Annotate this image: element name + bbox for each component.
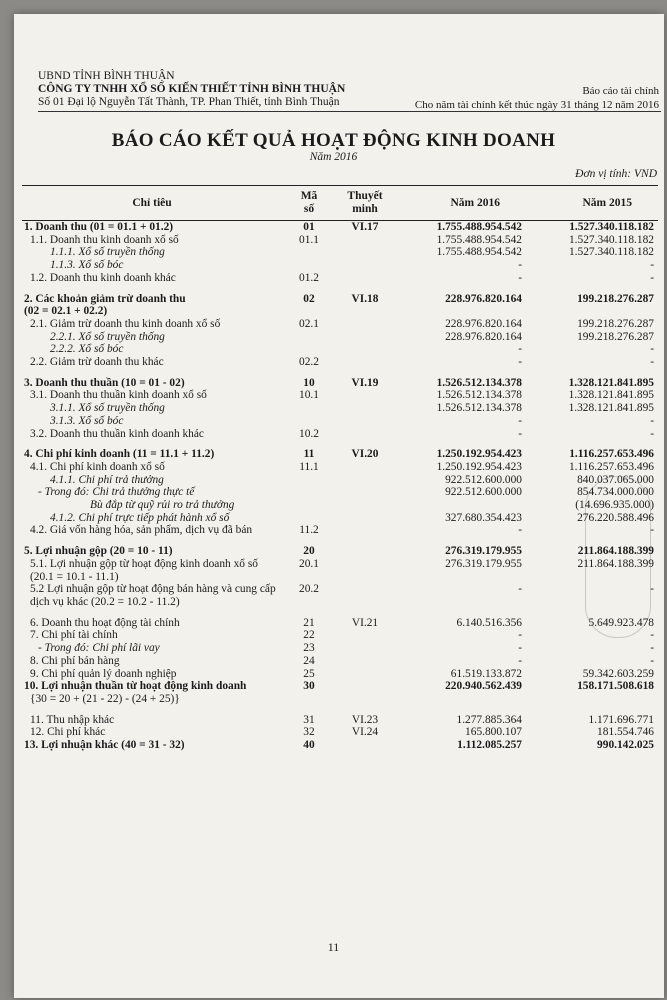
report-year: Năm 2016 [309,151,358,163]
row-note [336,259,394,272]
row-code [282,402,336,415]
row-note [336,680,394,693]
row-label: (02 = 02.1 + 02.2) [24,305,108,318]
row-note [336,537,394,545]
row-code: 20 [303,545,315,558]
row-value-2015: 181.554.746 [597,726,654,739]
row-label: 3.1.1. Xổ số truyền thống [50,402,165,415]
row-value-2016: 228.976.820.164 [445,317,522,330]
row-code: 02.2 [299,356,319,369]
table-row [22,389,658,402]
row-note [336,486,394,499]
row-value-2015: - [650,583,654,596]
row-value-2016: 1.526.512.134.378 [436,402,522,415]
row-value-2015: - [650,356,654,369]
row-label: 3.1.3. Xổ số bóc [50,414,124,427]
row-label: 3.2. Doanh thu thuần kinh doanh khác [30,427,204,440]
row-value-2016: 276.319.179.955 [445,545,522,558]
row-code: 21 [303,616,315,629]
row-label: 2.2.2. Xổ số bóc [50,343,124,356]
table-row [22,726,658,739]
row-note [336,285,394,293]
table-row [22,356,658,369]
header-2015: Năm 2015 [526,186,658,221]
row-code: 01.1 [299,233,319,246]
row-note [336,389,394,402]
report-info [415,84,659,112]
row-value-2015 [526,693,658,706]
row-value-2016: - [518,271,522,284]
row-value-2015: 1.328.121.841.895 [568,389,654,402]
row-value-2015: 1.171.696.771 [588,713,654,726]
row-value-2016 [394,499,526,512]
row-value-2016: 1.250.192.954.423 [436,448,522,461]
row-value-2016: - [518,414,522,427]
table-row [22,402,658,415]
row-label: 3. Doanh thu thuần (10 = 01 - 02) [24,376,185,389]
row-value-2015: - [650,271,654,284]
row-label [22,285,282,293]
row-code: 20.2 [299,583,319,596]
table-spacer-row [22,609,658,617]
row-code [282,499,336,512]
row-value-2016: 327.680.354.423 [445,511,522,524]
row-note: VI.20 [351,448,379,461]
row-label [22,706,282,714]
row-value-2016: - [518,629,522,642]
table-row [22,524,658,537]
row-code [282,285,336,293]
row-code: 10.1 [299,389,319,402]
row-code [282,486,336,499]
row-code [282,369,336,377]
row-value-2015 [526,305,658,318]
table-row [22,474,658,487]
table-row [22,545,658,558]
table-row [22,680,658,693]
row-value-2015: 5.649.923.478 [588,616,654,629]
table-row [22,486,658,499]
row-value-2016: 220.940.562.439 [445,680,522,693]
row-label: 1.1. Doanh thu kinh doanh xổ số [30,233,179,246]
row-note: VI.24 [351,726,379,739]
row-note [336,402,394,415]
row-label: 4.1.2. Chi phí trực tiếp phát hành xổ số [50,511,230,524]
row-label: 4. Chi phí kinh doanh (11 = 11.1 + 11.2) [24,448,215,461]
row-note [336,693,394,706]
row-code: 11.1 [299,460,319,473]
row-code [282,440,336,448]
table-row [22,583,658,608]
row-value-2015: 199.218.276.287 [577,317,654,330]
row-code [282,343,336,356]
header-code-line1: Mã [300,190,318,202]
row-code [282,706,336,714]
row-note [336,318,394,331]
row-value-2015: 199.218.276.287 [577,292,654,305]
header-note [336,186,394,221]
table-row [22,617,658,630]
row-value-2016: 228.976.820.164 [445,292,522,305]
table-row [22,512,658,525]
row-value-2016: 61.519.133.872 [450,667,522,680]
row-note [336,246,394,259]
stamp-mark [585,476,651,638]
row-label: 4.2. Giá vốn hàng hóa, sản phẩm, dịch vụ đã bán [30,524,253,537]
row-code: 11.2 [299,524,319,537]
row-code [282,246,336,259]
row-value-2016: 165.800.107 [465,726,522,739]
row-value-2015: 854.734.000.000 [577,486,654,499]
row-label [22,537,282,545]
row-label [22,609,282,617]
row-code: 02 [303,292,315,305]
row-value-2015: 1.116.257.653.496 [569,448,654,461]
row-label: 11. Thu nhập khác [30,713,115,726]
table-spacer-row [22,706,658,714]
row-value-2015: 1.527.340.118.182 [569,221,654,233]
row-value-2015: - [650,427,654,440]
row-value-2015: 1.328.121.841.895 [568,376,654,389]
row-value-2016: 276.319.179.955 [445,557,522,570]
row-label: 10. Lợi nhuận thuần từ hoạt động kinh doanh [24,680,247,693]
row-value-2016: 228.976.820.164 [445,330,522,343]
row-value-2016: - [518,654,522,667]
table-row [22,377,658,390]
row-note [336,609,394,617]
row-value-2015: - [650,629,654,642]
row-note [336,499,394,512]
row-note [336,583,394,608]
page-number: 11 [327,940,340,954]
row-value-2015: 158.171.508.618 [577,680,654,693]
table-row [22,714,658,727]
row-code: 11 [303,448,315,461]
row-label: 3.1. Doanh thu thuần kinh doanh xổ số [30,389,207,402]
table-row [22,293,658,306]
row-code: 10 [303,376,315,389]
row-code: 10.2 [299,427,319,440]
row-code: 02.1 [299,317,319,330]
table-row [22,642,658,655]
row-value-2016: - [518,524,522,537]
row-value-2016 [394,440,526,448]
row-note [336,272,394,285]
row-note: VI.17 [351,221,379,233]
report-period: Cho năm tài chính kết thúc ngày 31 tháng 12 năm 2016 [414,99,659,111]
row-value-2016: 1.250.192.954.423 [436,460,522,473]
row-code: 25 [303,667,315,680]
row-note [336,305,394,318]
row-code: 22 [303,629,315,642]
table-row [22,655,658,668]
row-value-2015: 59.342.603.259 [582,667,654,680]
row-code: 23 [303,642,315,655]
row-value-2015: 1.116.257.653.496 [568,460,654,473]
row-note [336,545,394,558]
row-label: 4.1. Chi phí kinh doanh xổ số [30,460,165,473]
row-value-2016: 1.755.488.954.542 [436,233,522,246]
company-name: CÔNG TY TNHH XỔ SỐ KIẾN THIẾT TỈNH BÌNH THUẬN [38,83,346,95]
table-header-row [22,186,658,221]
row-label: 7. Chi phí tài chính [30,629,118,642]
company-address: Số 01 Đại lộ Nguyễn Tất Thành, TP. Phan Thiết, tỉnh Bình Thuận [38,96,340,108]
row-label: 2. Các khoản giảm trừ doanh thu [24,292,186,305]
table-row [22,318,658,331]
row-label: 5.1. Lợi nhuận gộp từ hoạt động kinh doanh xổ số (20.1 = 10.1 - 11.1) [30,557,258,583]
row-value-2016: 6.140.516.356 [456,616,522,629]
header-note-line1: Thuyết [347,190,383,202]
table-spacer-row [22,285,658,293]
income-statement-table [22,185,658,752]
row-value-2015: 1.527.340.118.182 [568,246,654,259]
row-value-2015: - [650,524,654,537]
row-value-2016: 1.526.512.134.378 [436,376,522,389]
row-note [336,524,394,537]
row-value-2016: - [518,356,522,369]
row-value-2016: 1.112.085.257 [457,739,522,752]
row-label: 8. Chi phí bán hàng [30,654,120,667]
row-note: VI.18 [351,292,379,305]
row-value-2015: - [650,343,654,356]
table-row [22,415,658,428]
table-row [22,558,658,583]
table-row [22,331,658,344]
currency-unit: Đơn vị tính: VND [575,168,657,180]
row-note [336,428,394,441]
row-value-2015: 211.864.188.399 [577,545,654,558]
row-label: 1.2. Doanh thu kinh doanh khác [30,271,176,284]
row-value-2016 [394,537,526,545]
table-body [22,221,658,752]
table-row [22,448,658,461]
row-note [336,343,394,356]
row-value-2016 [394,285,526,293]
row-value-2016: - [518,259,522,272]
table-row [22,428,658,441]
row-label: 4.1.1. Chi phí trả thưởng [50,473,164,486]
row-value-2015: 199.218.276.287 [577,330,654,343]
row-label: 13. Lợi nhuận khác (40 = 31 - 32) [24,739,185,752]
row-label [22,440,282,448]
row-note [336,642,394,655]
row-note [336,739,394,752]
row-code [282,415,336,428]
row-value-2016: - [518,427,522,440]
row-label: 2.1. Giảm trừ doanh thu kinh doanh xổ số [30,317,221,330]
row-note [336,331,394,344]
row-value-2016: 1.277.885.364 [456,713,522,726]
row-code [282,305,336,318]
row-note [336,655,394,668]
row-value-2015: 1.527.340.118.182 [568,233,654,246]
row-note: VI.21 [351,616,379,629]
row-note [336,415,394,428]
row-code [282,609,336,617]
row-label: 2.2. Giảm trừ doanh thu khác [30,356,164,369]
table-spacer-row [22,440,658,448]
row-value-2015: - [650,654,654,667]
row-label: 5.2 Lợi nhuận gộp từ hoạt động bán hàng và cung cấp dịch vụ khác (20.2 = 10.2 - 11.2) [30,583,276,608]
header-item: Chỉ tiêu [22,186,282,221]
row-code: 01 [303,221,315,233]
header-2016: Năm 2016 [394,186,526,221]
table-row [22,221,658,234]
row-value-2015: 1.328.121.841.895 [568,402,654,415]
row-value-2015 [526,285,658,293]
row-label: 1.1.1. Xổ số truyền thống [50,246,165,259]
row-note [336,706,394,714]
row-value-2015: 276.220.588.496 [577,511,654,524]
row-note [336,668,394,681]
row-code: 31 [303,713,315,726]
row-value-2016 [394,706,526,714]
header-code [282,186,336,221]
table-row [22,246,658,259]
row-value-2015: 840.037.065.000 [577,473,654,486]
row-note [336,356,394,369]
row-label: - Trong đó: Chi phí lãi vay [38,642,160,655]
row-code [282,259,336,272]
row-code: 32 [303,726,315,739]
row-value-2016 [394,693,526,706]
table-row [22,272,658,285]
row-note [336,369,394,377]
table-row [22,343,658,356]
row-note [336,512,394,525]
org-name: UBND TỈNH BÌNH THUẬN [38,70,175,82]
row-value-2016: 1.755.488.954.542 [436,246,522,259]
row-value-2015: - [650,414,654,427]
row-value-2015: - [650,642,654,655]
table-row [22,234,658,247]
row-value-2015: 990.142.025 [597,739,654,752]
row-value-2015 [526,706,658,714]
row-label: 1. Doanh thu (01 = 01.1 + 01.2) [24,221,174,233]
table-row [22,629,658,642]
row-value-2015: 211.864.188.399 [577,557,654,570]
row-value-2016: - [518,583,522,596]
report-type: Báo cáo tài chính [582,85,659,97]
row-code: 24 [303,654,315,667]
row-value-2016: 1.526.512.134.378 [436,389,522,402]
table-row [22,668,658,681]
row-note [336,234,394,247]
row-label: 2.2.1. Xổ số truyền thống [50,330,165,343]
row-value-2016: 1.755.488.954.542 [436,221,522,233]
row-code: 01.2 [299,271,319,284]
row-code [282,474,336,487]
row-note [336,558,394,583]
row-label: 9. Chi phí quản lý doanh nghiệp [30,667,177,680]
row-label: 5. Lợi nhuận gộp (20 = 10 - 11) [24,545,173,558]
header-divider [38,111,661,112]
report-title: BÁO CÁO KẾT QUẢ HOẠT ĐỘNG KINH DOANH [111,130,556,151]
table-row [22,305,658,318]
row-label: {30 = 20 + (21 - 22) - (24 + 25)} [30,692,180,705]
row-value-2016 [394,369,526,377]
table-row [22,693,658,706]
row-value-2015 [526,369,658,377]
row-note [336,461,394,474]
header-note-line2: minh [352,203,378,215]
row-value-2016: 922.512.600.000 [445,486,522,499]
row-value-2016 [394,305,526,318]
row-note [336,629,394,642]
row-code [282,693,336,706]
row-value-2016 [394,609,526,617]
row-label: Bù đắp từ quỹ rủi ro trả thưởng [90,499,235,512]
row-value-2016: - [518,343,522,356]
row-note [336,474,394,487]
row-label: 1.1.3. Xổ số bóc [50,259,124,272]
table-row [22,499,658,512]
row-value-2015: - [650,259,654,272]
row-code: 30 [303,680,315,693]
table-spacer-row [22,537,658,545]
row-label [22,369,282,377]
row-label: 12. Chi phí khác [30,726,106,739]
company-header [38,70,345,109]
table-row [22,259,658,272]
row-note: VI.23 [351,713,379,726]
row-code [282,331,336,344]
header-code-line2: số [303,203,315,215]
table-row [22,739,658,752]
row-label: 6. Doanh thu hoạt động tài chính [30,616,180,629]
row-code: 20.1 [299,557,319,570]
row-note [336,440,394,448]
row-value-2016: 922.512.600.000 [445,473,522,486]
table-row [22,461,658,474]
row-value-2016: - [518,642,522,655]
table-spacer-row [22,369,658,377]
row-code [282,512,336,525]
row-note: VI.19 [351,376,379,389]
row-value-2015 [526,440,658,448]
row-code [282,537,336,545]
row-label: - Trong đó: Chi trả thưởng thực tế [38,486,195,499]
row-code: 40 [303,739,315,752]
row-value-2015: (14.696.935.000) [575,499,654,512]
